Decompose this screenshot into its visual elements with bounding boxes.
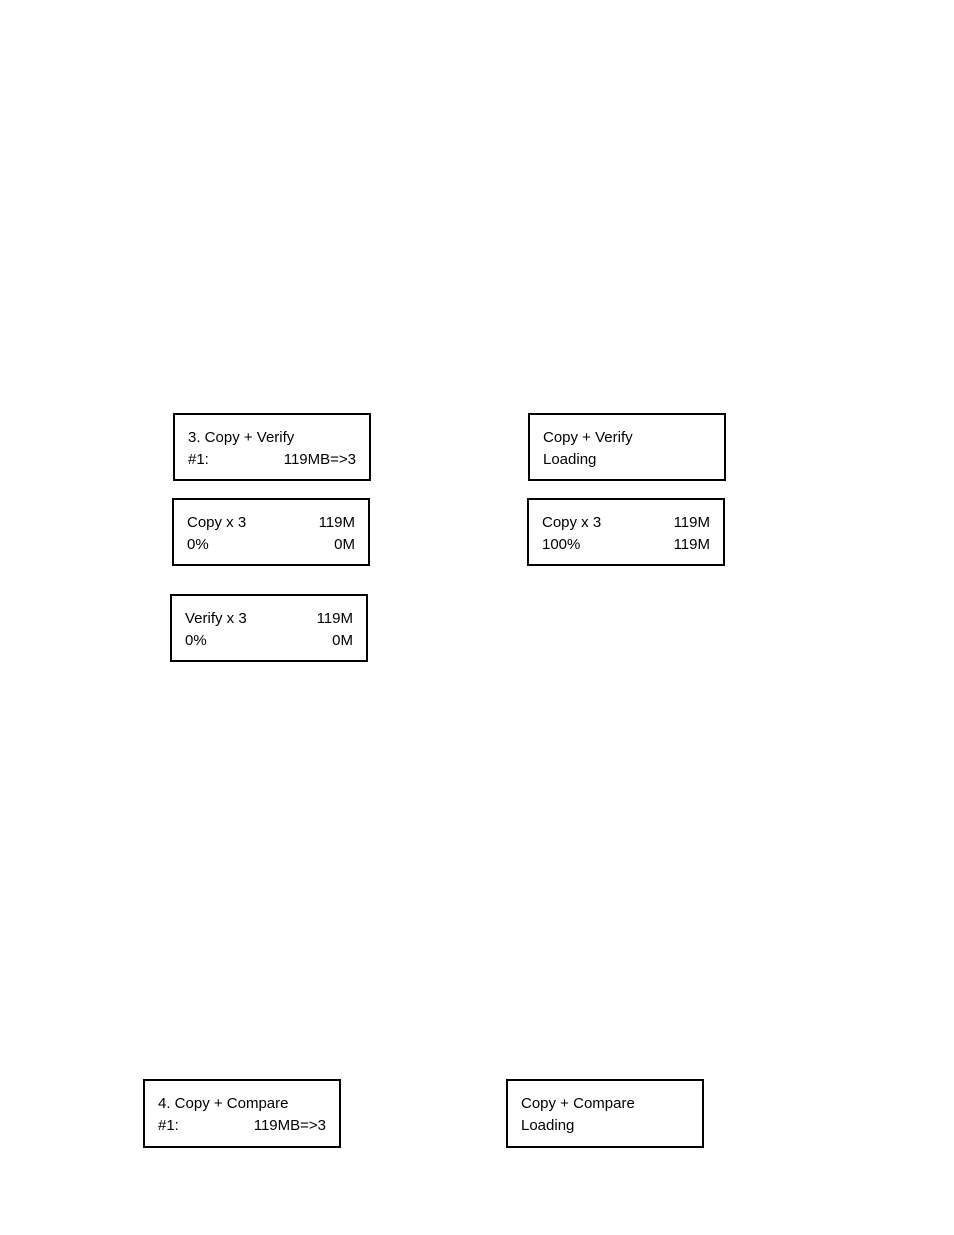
- lcd-line-2-right: 0M: [332, 632, 353, 649]
- lcd-screen-copy-verify-loading: [528, 413, 726, 481]
- lcd-screen-copy-compare-menu: [143, 1079, 341, 1148]
- lcd-line-2-right: 119MB=>3: [283, 451, 356, 468]
- lcd-line-1: [188, 427, 356, 449]
- lcd-line-2-left: #1:: [188, 451, 209, 468]
- lcd-line-1: [185, 608, 353, 630]
- lcd-screen-copy-verify-menu: [173, 413, 371, 481]
- lcd-screen-copy-progress-done: [527, 498, 725, 566]
- lcd-line-1-left: Copy + Compare: [521, 1095, 635, 1112]
- lcd-line-1-right: 119M: [318, 514, 355, 531]
- lcd-line-2: [185, 630, 353, 652]
- lcd-line-2-right: 119M: [673, 536, 710, 553]
- lcd-screen-copy-progress-start: [172, 498, 370, 566]
- lcd-line-2: [158, 1115, 326, 1137]
- lcd-screen-verify-progress: [170, 594, 368, 662]
- lcd-line-2-left: Loading: [543, 451, 597, 468]
- lcd-line-1-left: Copy + Verify: [543, 429, 633, 446]
- lcd-line-1: [158, 1093, 326, 1115]
- lcd-line-1-right: 119M: [316, 610, 353, 627]
- lcd-line-1-left: 4. Copy + Compare: [158, 1095, 289, 1112]
- lcd-line-1: [521, 1093, 689, 1115]
- lcd-line-2-right: 0M: [334, 536, 355, 553]
- lcd-line-2: [543, 449, 711, 471]
- lcd-line-1-left: Copy x 3: [187, 514, 247, 531]
- lcd-line-1-left: 3. Copy + Verify: [188, 429, 295, 446]
- lcd-line-2: [521, 1115, 689, 1137]
- lcd-line-1-left: Verify x 3: [185, 610, 247, 627]
- lcd-line-2-left: 100%: [542, 536, 581, 553]
- lcd-line-2-left: #1:: [158, 1117, 179, 1134]
- lcd-line-1: [542, 512, 710, 534]
- lcd-line-2-left: 0%: [187, 536, 209, 553]
- lcd-screen-copy-compare-loading: [506, 1079, 704, 1148]
- lcd-line-2-left: 0%: [185, 632, 207, 649]
- lcd-line-2: [187, 534, 355, 556]
- lcd-line-2: [542, 534, 710, 556]
- lcd-line-2-left: Loading: [521, 1117, 575, 1134]
- lcd-line-1-right: 119M: [673, 514, 710, 531]
- lcd-line-1: [187, 512, 355, 534]
- lcd-line-1: [543, 427, 711, 449]
- lcd-line-2: [188, 449, 356, 471]
- lcd-line-2-right: 119MB=>3: [253, 1117, 326, 1134]
- lcd-line-1-left: Copy x 3: [542, 514, 602, 531]
